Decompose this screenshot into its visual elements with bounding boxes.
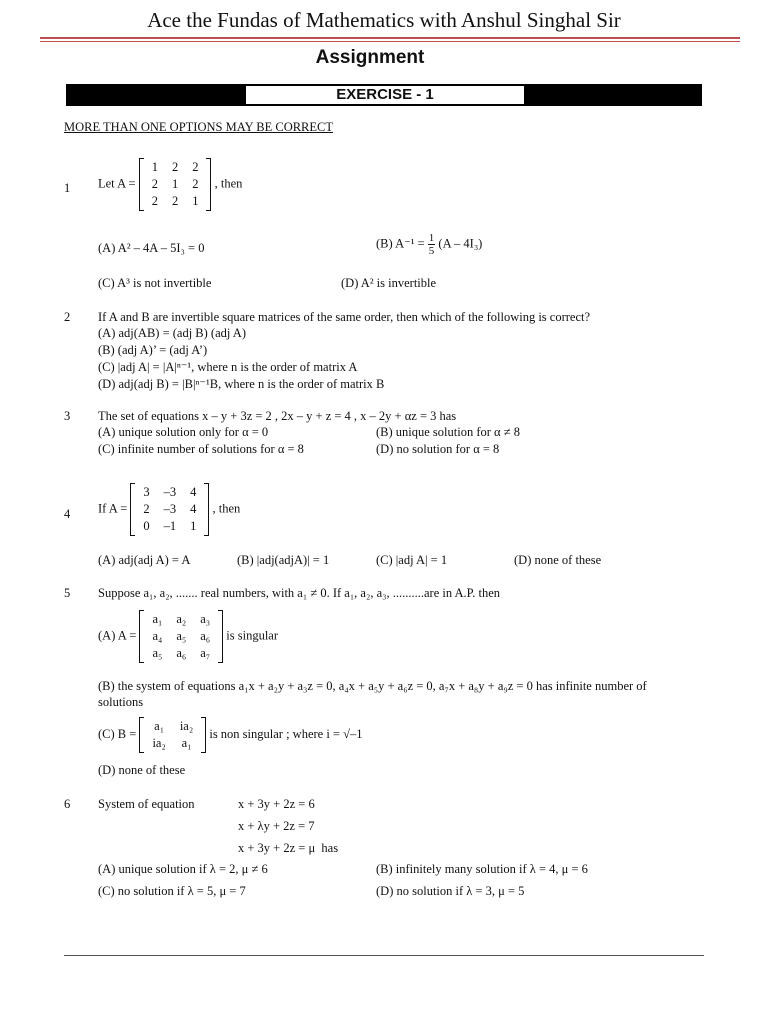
- option-b: (B) the system of equations a₁x + a₂y + a₃z = 0, a₄x + a₅y + a₆z = 0, a₇x + a₈y + a₉z = 0 has infinite number of: [98, 679, 647, 693]
- option-b: (B) (adj A)’ = (adj A’): [98, 343, 208, 357]
- option-b: (B) infinitely many solution if λ = 4, μ = 6: [376, 862, 588, 876]
- equation-1: x + 3y + 2z = 6: [238, 797, 315, 811]
- option-b: (B) A⁻¹ = $\frac{1}{5}$ (A – 4I₃): [376, 232, 483, 257]
- question-1-tail: , then: [214, 176, 243, 191]
- option-d: (D) none of these: [98, 763, 186, 777]
- option-a: (A) A = a₁ a₂ a₃ a₄ a₅ a₆ a₅ a₆ a₇ is singular: [98, 612, 279, 660]
- question-4-stem: If A = 3 –3 4 2 –3 4 0 –1 1 , then: [98, 485, 241, 533]
- option-a: (A) adj(adj A) = A: [98, 553, 191, 567]
- option-c: (C) B = a₁ ia₂ ia₂ a₁ is non singular ; where i = √–1: [98, 719, 363, 750]
- question-5-stem: Suppose a₁, a₂, ....... real numbers, with a₁ ≠ 0. If a₁, a₂, a₃, ..........are in A.P. then: [98, 586, 501, 600]
- question-number: 2: [64, 310, 71, 324]
- option-d: (D) A² is invertible: [341, 276, 437, 290]
- option-b: (B) unique solution for α ≠ 8: [376, 425, 520, 439]
- option-a: (A) unique solution only for α = 0: [98, 425, 269, 439]
- exercise-label: EXERCISE - 1: [246, 86, 524, 104]
- question-number: 4: [64, 507, 71, 521]
- option-c: (C) |adj A| = |A|ⁿ⁻¹, where n is the order of matrix A: [98, 360, 358, 374]
- question-number: 1: [64, 181, 71, 195]
- question-3-stem: The set of equations x – y + 3z = 2 , 2x – y + z = 4 , x – 2y + αz = 3 has: [98, 409, 457, 423]
- instruction-note: MORE THAN ONE OPTIONS MAY BE CORRECT: [64, 120, 334, 134]
- matrix-a: 3 –3 4 2 –3 4 0 –1 1: [130, 484, 209, 535]
- equation-3: x + 3y + 2z = μ has: [238, 841, 339, 855]
- option-d: (D) no solution if λ = 3, μ = 5: [376, 884, 525, 898]
- option-d: (D) no solution for α = 8: [376, 442, 500, 456]
- equation-2: x + λy + 2z = 7: [238, 819, 315, 833]
- option-c: (C) infinite number of solutions for α = 8: [98, 442, 304, 456]
- question-number: 3: [64, 409, 71, 423]
- question-6-lead: System of equation: [98, 797, 195, 811]
- question-number: 5: [64, 586, 71, 600]
- question-1-stem: [98, 159, 242, 210]
- option-b: (B) |adj(adjA)| = 1: [237, 553, 330, 567]
- footer-divider: [64, 955, 704, 956]
- option-a: (A) adj(AB) = (adj B) (adj A): [98, 326, 246, 340]
- option-a: (A) unique solution if λ = 2, μ ≠ 6: [98, 862, 268, 876]
- matrix-a: a₁ a₂ a₃ a₄ a₅ a₆ a₅ a₆ a₇: [139, 611, 223, 662]
- question-number: 6: [64, 797, 71, 811]
- option-c: (C) |adj A| = 1: [376, 553, 448, 567]
- header-title: Ace the Fundas of Mathematics with Anshul Singhal Sir: [147, 8, 621, 32]
- header-divider: [40, 37, 740, 39]
- option-c: (C) no solution if λ = 5, μ = 7: [98, 884, 246, 898]
- fraction: $\frac{1}{5}$: [428, 232, 435, 257]
- matrix-a: 1 2 2 2 1 2 2 2 1: [139, 159, 212, 210]
- question-1-lead: Let A =: [98, 176, 136, 191]
- question-2-stem: If A and B are invertible square matrices of the same order, then which of the following is correct?: [98, 310, 591, 324]
- matrix-b: a₁ ia₂ ia₂ a₁: [139, 718, 206, 752]
- option-c: (C) A³ is not invertible: [98, 276, 212, 290]
- option-b-continued: solutions: [98, 695, 144, 709]
- page-title: Assignment: [315, 47, 425, 68]
- option-a: (A) A² – 4A – 5I₃ = 0: [98, 241, 205, 255]
- option-d: (D) adj(adj B) = |B|ⁿ⁻¹B, where n is the order of matrix B: [98, 377, 385, 391]
- option-d: (D) none of these: [514, 553, 602, 567]
- header-divider-thin: [40, 41, 740, 42]
